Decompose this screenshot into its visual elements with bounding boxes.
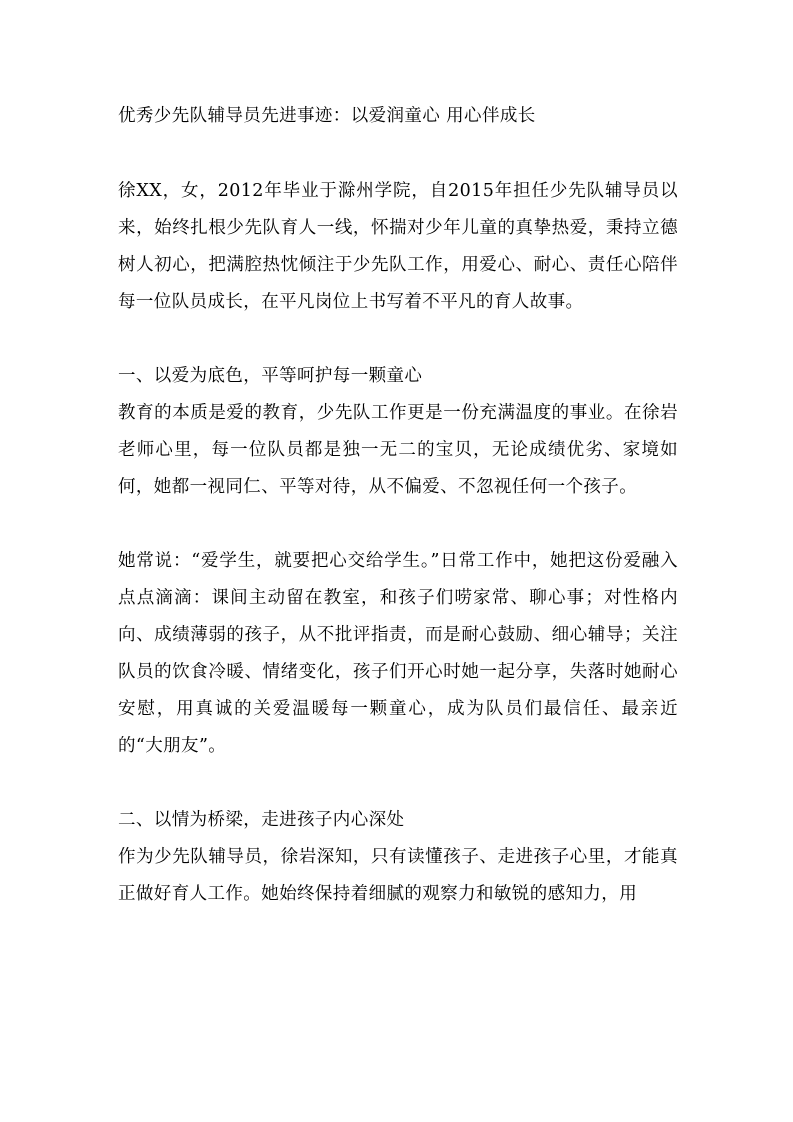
document-body — [118, 98, 678, 913]
section-heading-1: 一、以爱为底色，平等呵护每一颗童心 — [118, 366, 423, 386]
document-title: 优秀少先队辅导员先进事迹：以爱润童心 用心伴成长 — [118, 106, 536, 126]
section-2-paragraph-1: 作为少先队辅导员，徐岩深知，只有读懂孩子、走进孩子心里，才能真正做好育人工作。她始终保持着细腻的观察力和敏锐的感知力，用 — [118, 847, 678, 904]
section-1-paragraph-2: 她常说：“爱学生，就要把心交给学生。”日常工作中，她把这份爱融入点点滴滴：课间主动留在教室，和孩子们唠家常、聊心事；对性格内向、成绩薄弱的孩子，从不批评指责，而是耐心鼓励、细心辅导；关注队员的饮食冷暖、情绪变化，孩子们开心时她一起分享，失落时她耐心安慰，用真诚的关爱温暖每一颗童心，成为队员们最信任、最亲近的“大朋友”。 — [118, 551, 678, 756]
section-1-paragraph-1: 教育的本质是爱的教育，少先队工作更是一份充满温度的事业。在徐岩老师心里，每一位队员都是独一无二的宝贝，无论成绩优劣、家境如何，她都一视同仁、平等对待，从不偏爱、不忽视任何一个孩子。 — [118, 403, 678, 497]
section-heading-2: 二、以情为桥梁，走进孩子内心深处 — [118, 810, 405, 830]
intro-paragraph: 徐XX，女，2012年毕业于滁州学院，自2015年担任少先队辅导员以来，始终扎根少先队育人一线，怀揣对少年儿童的真挚热爱，秉持立德树人初心，把满腔热忱倾注于少先队工作，用爱心、耐心、责任心陪伴每一位队员成长，在平凡岗位上书写着不平凡的育人故事。 — [118, 181, 678, 312]
